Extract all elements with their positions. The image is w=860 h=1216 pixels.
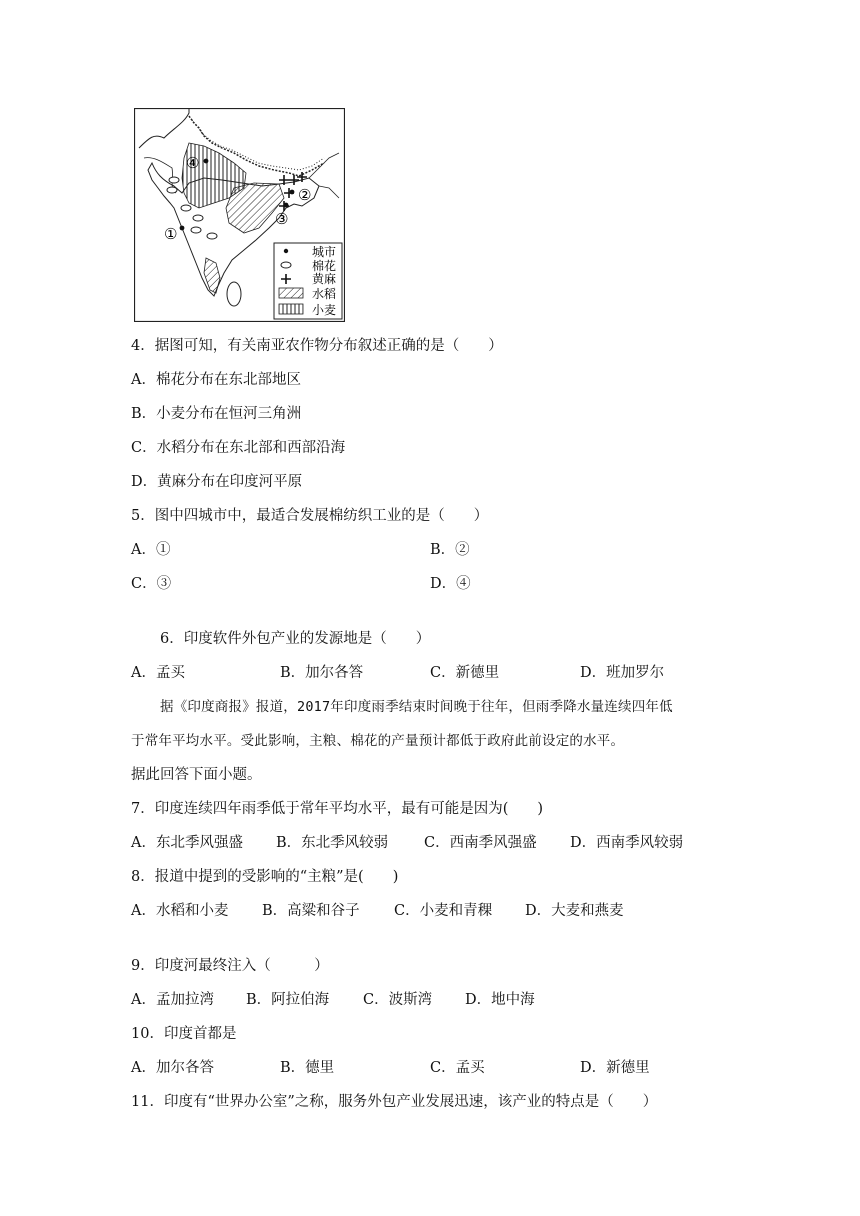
city-dot-1 <box>180 226 185 231</box>
south-asia-crop-map <box>134 108 345 322</box>
q7-option-a[interactable]: A．东北季风强盛 <box>131 835 243 851</box>
q4-option-a[interactable]: A．棉花分布在东北部地区 <box>131 372 301 388</box>
label-3: ③ <box>275 210 289 228</box>
q8-stem: 8．报道中提到的受影响的“主粮”是( ) <box>131 869 399 885</box>
q4-stem: 4．据图可知，有关南亚农作物分布叙述正确的是（ ） <box>131 338 503 354</box>
q4-option-c[interactable]: C．水稻分布在东北部和西部沿海 <box>131 440 346 456</box>
q9-option-c[interactable]: C．波斯湾 <box>363 992 433 1008</box>
passage-line-3: 据此回答下面小题。 <box>131 767 262 783</box>
label-1: ① <box>164 225 178 243</box>
legend-city: 城市 <box>312 245 337 259</box>
q8-option-d[interactable]: D．大麦和燕麦 <box>525 903 624 919</box>
q11-stem: 11．印度有“世界办公室”之称，服务外包产业发展迅速，该产业的特点是（ ） <box>131 1094 658 1110</box>
city-dot-4 <box>204 159 209 164</box>
q5-option-b[interactable]: B．② <box>430 542 470 558</box>
q5-stem: 5．图中四城市中，最适合发展棉纺织工业的是（ ） <box>131 508 489 524</box>
q10-stem: 10．印度首都是 <box>131 1026 237 1042</box>
city-dot-2 <box>290 190 295 195</box>
q4-option-b[interactable]: B．小麦分布在恒河三角洲 <box>131 406 302 422</box>
passage-line-2: 于常年平均水平。受此影响，主粮、棉花的产量预计都低于政府此前设定的水平。 <box>131 733 625 749</box>
legend-jute: 黄麻 <box>312 272 337 286</box>
q7-option-d[interactable]: D．西南季风较弱 <box>570 835 684 851</box>
q6-option-b[interactable]: B．加尔各答 <box>280 665 364 681</box>
q7-stem: 7．印度连续四年雨季低于常年平均水平，最有可能是因为( ) <box>131 801 544 817</box>
q6-stem: 6．印度软件外包产业的发源地是（ ） <box>160 631 431 647</box>
q7-option-b[interactable]: B．东北季风较弱 <box>276 835 389 851</box>
legend-wheat: 小麦 <box>312 303 337 317</box>
q6-option-a[interactable]: A．孟买 <box>131 665 185 681</box>
city-dot-3 <box>284 203 289 208</box>
q5-option-c[interactable]: C．③ <box>131 576 172 592</box>
q5-option-a[interactable]: A．① <box>131 542 171 558</box>
q8-option-c[interactable]: C．小麦和青稞 <box>394 903 493 919</box>
legend-cotton: 棉花 <box>312 259 337 273</box>
passage-line-1: 据《印度商报》报道，2017年印度雨季结束时间晚于往年，但雨季降水量连续四年低 <box>160 699 673 715</box>
q9-option-a[interactable]: A．孟加拉湾 <box>131 992 214 1008</box>
legend-rice: 水稻 <box>312 287 337 301</box>
q5-option-d[interactable]: D．④ <box>430 576 471 592</box>
q6-option-d[interactable]: D．班加罗尔 <box>580 665 665 681</box>
q9-option-d[interactable]: D．地中海 <box>465 992 535 1008</box>
q9-stem: 9．印度河最终注入（ ） <box>131 958 329 974</box>
q4-option-d[interactable]: D．黄麻分布在印度河平原 <box>131 474 303 490</box>
q6-option-c[interactable]: C．新德里 <box>430 665 500 681</box>
q10-option-d[interactable]: D．新德里 <box>580 1060 650 1076</box>
q10-option-b[interactable]: B．德里 <box>280 1060 335 1076</box>
q10-option-c[interactable]: C．孟买 <box>430 1060 485 1076</box>
map-legend <box>274 243 342 319</box>
q7-option-c[interactable]: C．西南季风强盛 <box>424 835 537 851</box>
q8-option-b[interactable]: B．高粱和谷子 <box>262 903 360 919</box>
label-4: ④ <box>186 154 200 172</box>
map-svg <box>134 108 345 322</box>
q10-option-a[interactable]: A．加尔各答 <box>131 1060 214 1076</box>
q9-option-b[interactable]: B．阿拉伯海 <box>246 992 330 1008</box>
label-2: ② <box>298 186 312 204</box>
q8-option-a[interactable]: A．水稻和小麦 <box>131 903 229 919</box>
